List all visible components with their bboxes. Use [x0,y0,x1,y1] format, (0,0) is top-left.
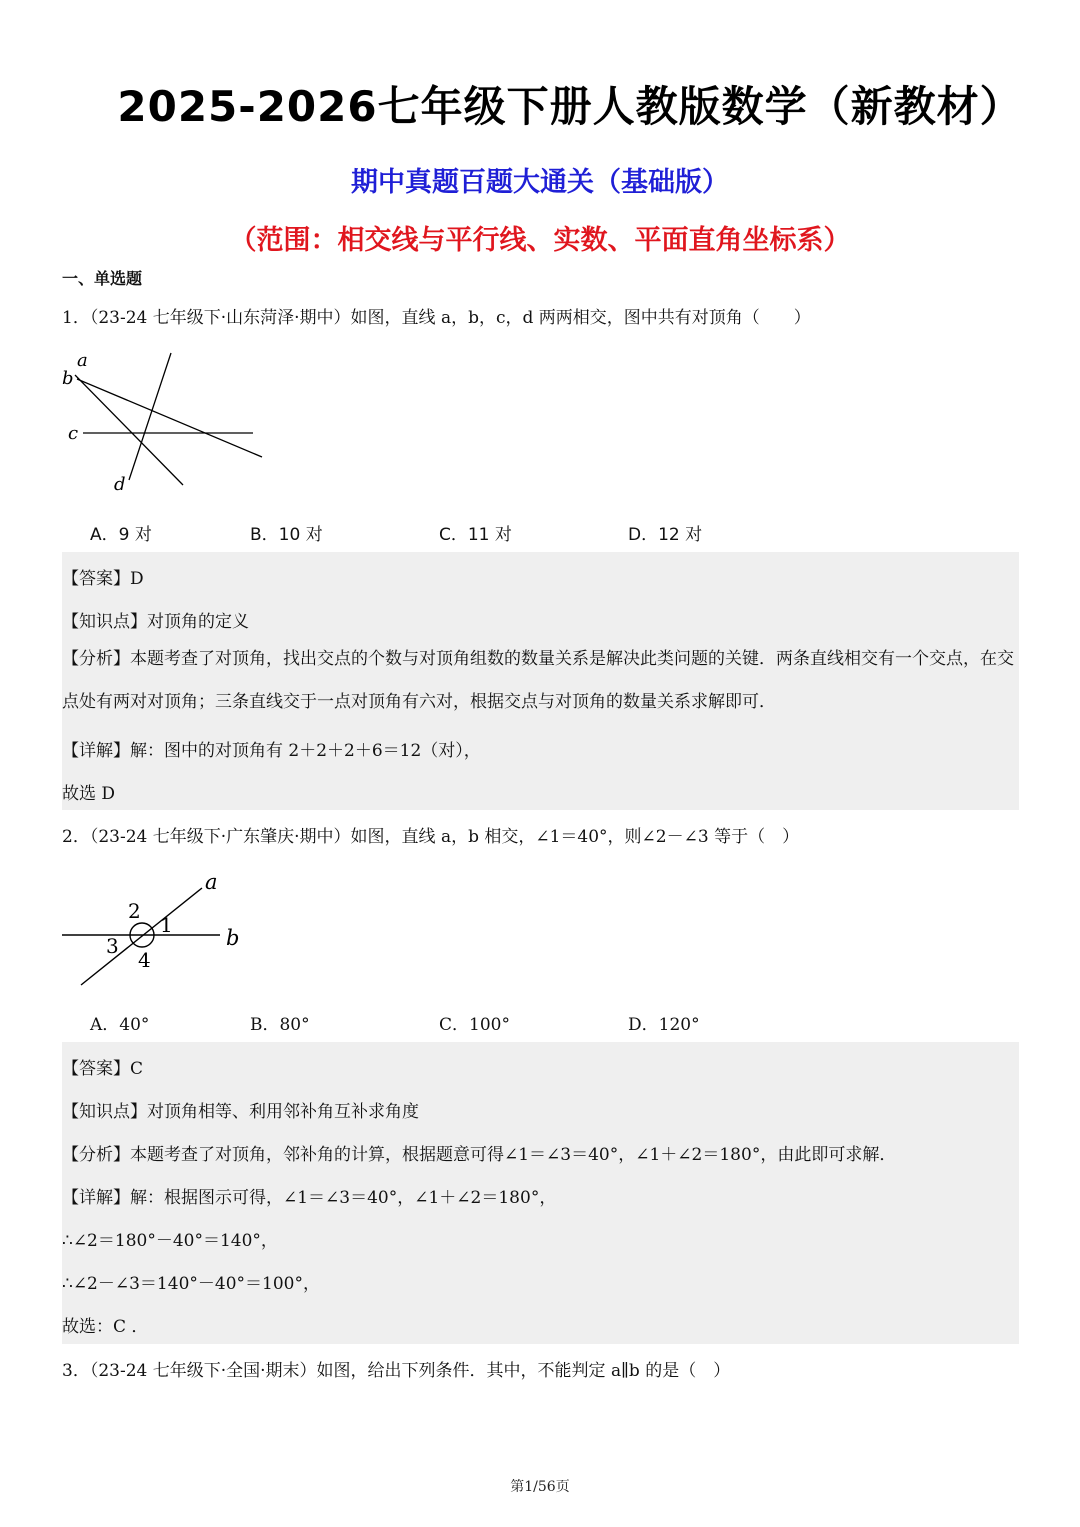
label-b: b [62,368,74,389]
question-3-stem: 3．（23-24 七年级下·全国·期末）如图，给出下列条件．其中，不能判定 a∥b 的是（ ） [62,1361,731,1381]
q1-choice: 故选 D [62,784,116,804]
q2-answer: 【答案】C [62,1059,144,1079]
label-a: a [205,870,218,894]
q1-solution-box [62,552,1019,810]
label-b: b [226,926,240,950]
q2-detail: 【详解】解：根据图示可得，∠1＝∠3＝40°，∠1＋∠2＝180°， [62,1188,557,1208]
question-2-stem: 2．（23-24 七年级下·广东肇庆·期中）如图，直线 a，b 相交，∠1＝40°，则∠2－∠3 等于（ ） [62,827,800,847]
q1-knowledge: 【知识点】对顶角的定义 [62,612,249,632]
q2-option-a: A．40° [90,1015,150,1035]
q2-option-d: D．120° [628,1015,700,1035]
angle-3-label: 3 [106,934,119,958]
label-d: d [114,474,126,495]
q1-detail: 【详解】解：图中的对顶角有 2＋2＋2＋6＝12（对）， [62,741,481,761]
q1-answer: 【答案】D [62,569,144,589]
q2-option-b: B．80° [250,1015,310,1035]
q1-option-a: A．9 对 [90,525,152,545]
q2-knowledge: 【知识点】对顶角相等、利用邻补角互补求角度 [62,1102,419,1122]
angle-2-label: 2 [128,899,141,923]
q2-solution-box [62,1042,1019,1344]
question-2-figure [55,865,255,995]
q2-step-2: ∴∠2－∠3＝140°－40°＝100°， [62,1274,320,1294]
q1-option-c: C．11 对 [439,525,512,545]
line-a [75,375,183,485]
q1-analysis: 【分析】本题考查了对顶角，找出交点的个数与对顶角组数的数量关系是解决此类问题的关键．两条直线相交有一个交点，在交点处有两对对顶角；三条直线交于一点对顶角有六对，根据交点与对顶角的数量关系求解即可． [62,649,1014,712]
q1-option-b: B．10 对 [250,525,323,545]
q2-step-1: ∴∠2＝180°－40°＝140°， [62,1231,278,1251]
document-scope: （范围：相交线与平行线、实数、平面直角坐标系） [229,225,851,256]
question-1-figure [55,345,275,495]
angle-4-label: 4 [138,948,151,972]
question-1-stem: 1．（23-24 七年级下·山东菏泽·期中）如图，直线 a，b，c，d 两两相交，图中共有对顶角（ ） [62,308,811,328]
q2-choice: 故选：C ． [62,1317,149,1337]
document-title: 2025-2026七年级下册人教版数学（新教材） [117,82,1023,131]
label-c: c [68,423,79,444]
document-subtitle: 期中真题百题大通关（基础版） [351,167,729,198]
section-title: 一、单选题 [62,269,143,288]
page-number: 第1/56页 [510,1479,570,1495]
q2-analysis: 【分析】本题考查了对顶角，邻补角的计算，根据题意可得∠1＝∠3＝40°，∠1＋∠2＝180°，由此即可求解． [62,1145,897,1165]
q2-option-c: C．100° [439,1015,510,1035]
q1-option-d: D．12 对 [628,525,703,545]
line-b [77,379,262,457]
angle-1-label: 1 [160,913,173,937]
label-a: a [77,350,88,371]
